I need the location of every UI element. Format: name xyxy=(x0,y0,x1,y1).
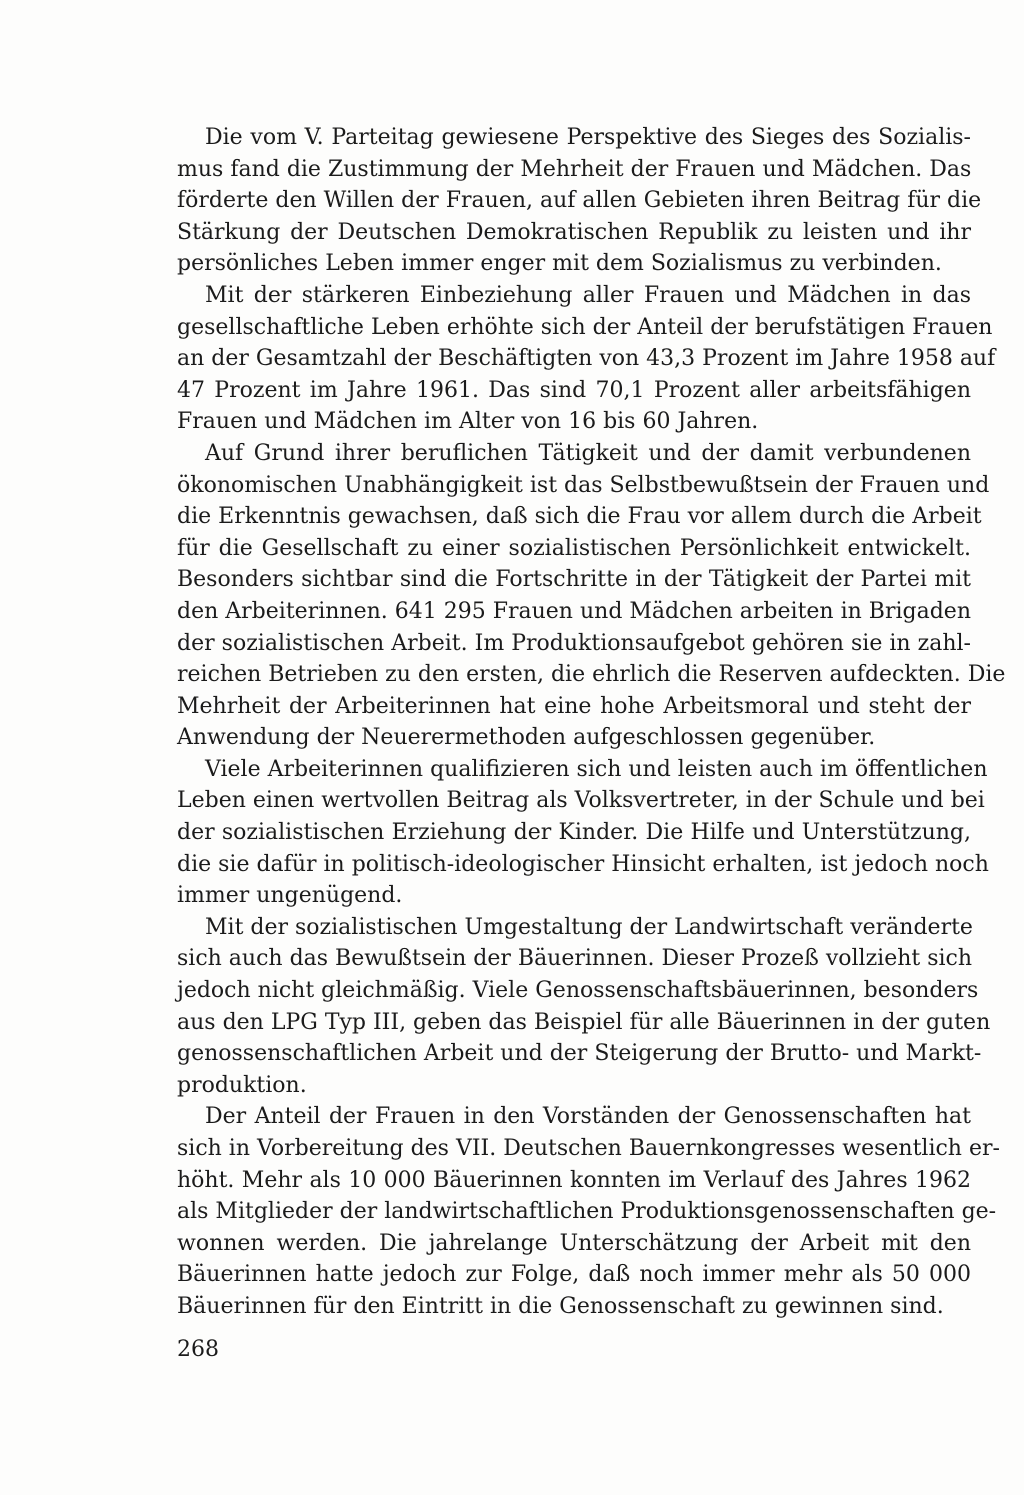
text-line: als Mitglieder der landwirtschaftlichen Produktionsgenossenschaften ge- xyxy=(177,1199,997,1225)
paragraph xyxy=(177,122,982,280)
text-line: die sie dafür in politisch-ideologischer Hinsicht erhalten, ist jedoch noch xyxy=(177,851,989,877)
text-line: Bäuerinnen hatte jedoch zur Folge, daß noch immer mehr als 50 000 xyxy=(177,1262,971,1288)
text-line: immer ungenügend. xyxy=(177,883,403,909)
body-text xyxy=(177,122,1006,1323)
text-line: für die Gesellschaft zu einer sozialistischen Persönlichkeit entwickelt. xyxy=(177,535,971,561)
page-number: 268 xyxy=(177,1337,219,1362)
paragraph xyxy=(177,280,996,438)
paragraph xyxy=(177,912,991,1102)
text-line: wonnen werden. Die jahrelange Unterschätzung der Arbeit mit den xyxy=(177,1230,971,1256)
text-line: förderte den Willen der Frauen, auf allen Gebieten ihren Beitrag für die xyxy=(177,188,982,214)
text-line: mus fand die Zustimmung der Mehrheit der Frauen und Mädchen. Das xyxy=(177,156,972,182)
text-line: sich in Vorbereitung des VII. Deutschen Bauernkongresses wesentlich er- xyxy=(177,1136,1000,1161)
text-line: Anwendung der Neuerermethoden aufgeschlossen gegenüber. xyxy=(177,725,876,751)
text-line: gesellschaftliche Leben erhöhte sich der Anteil der berufstätigen Frauen xyxy=(177,314,993,340)
text-line: Mehrheit der Arbeiterinnen hat eine hohe Arbeitsmoral und steht der xyxy=(177,693,971,719)
text-line: genossenschaftlichen Arbeit und der Steigerung der Brutto- und Markt- xyxy=(177,1041,982,1067)
text-line: der sozialistischen Arbeit. Im Produktionsaufgebot gehören sie in zahl- xyxy=(177,630,971,656)
text-line: höht. Mehr als 10 000 Bäuerinnen konnten im Verlauf des Jahres 1962 xyxy=(177,1167,971,1193)
text-line: aus den LPG Typ III, geben das Beispiel für alle Bäuerinnen in der guten xyxy=(177,1009,991,1035)
text-line: produktion. xyxy=(177,1072,307,1098)
text-line: der sozialistischen Erziehung der Kinder. Die Hilfe und Unterstützung, xyxy=(177,820,971,846)
text-line: sich auch das Bewußtsein der Bäuerinnen. Dieser Prozeß vollzieht sich xyxy=(177,946,973,972)
text-line: Mit der stärkeren Einbeziehung aller Frauen und Mädchen in das xyxy=(205,282,971,308)
text-line: 47 Prozent im Jahre 1961. Das sind 70,1 Prozent aller arbeitsfähigen xyxy=(177,377,971,403)
text-line: jedoch nicht gleichmäßig. Viele Genossenschaftsbäuerinnen, besonders xyxy=(177,978,979,1004)
text-line: die Erkenntnis gewachsen, daß sich die Frau vor allem durch die Arbeit xyxy=(177,504,982,530)
paragraph xyxy=(177,1101,1000,1322)
text-line: Bäuerinnen für den Eintritt in die Genossenschaft zu gewinnen sind. xyxy=(177,1293,944,1319)
text-line: Viele Arbeiterinnen qualifizieren sich und leisten auch im öffentlichen xyxy=(205,756,988,782)
text-line: reichen Betrieben zu den ersten, die ehrlich die Reserven aufdeckten. Die xyxy=(177,662,1006,688)
text-line: Auf Grund ihrer beruflichen Tätigkeit und der damit verbundenen xyxy=(205,440,971,466)
text-line: Stärkung der Deutschen Demokratischen Republik zu leisten und ihr xyxy=(177,219,971,245)
paragraph xyxy=(177,754,989,912)
text-line: Der Anteil der Frauen in den Vorständen der Genossenschaften hat xyxy=(205,1104,971,1130)
text-line: Die vom V. Parteitag gewiesene Perspektive des Sieges des Sozialis- xyxy=(205,125,971,150)
text-line: Besonders sichtbar sind die Fortschritte in der Tätigkeit der Partei mit xyxy=(177,567,971,593)
text-line: Leben einen wertvollen Beitrag als Volksvertreter, in der Schule und bei xyxy=(177,788,985,814)
text-line: den Arbeiterinnen. 641 295 Frauen und Mädchen arbeiten in Brigaden xyxy=(177,598,971,624)
text-line: persönliches Leben immer enger mit dem Sozialismus zu verbinden. xyxy=(177,251,942,277)
paragraph xyxy=(177,438,1006,754)
text-line: ökonomischen Unabhängigkeit ist das Selbstbewußtsein der Frauen und xyxy=(177,472,990,498)
text-line: Mit der sozialistischen Umgestaltung der Landwirtschaft veränderte xyxy=(205,914,973,940)
text-line: an der Gesamtzahl der Beschäftigten von 43,3 Prozent im Jahre 1958 auf xyxy=(177,346,996,372)
text-line: Frauen und Mädchen im Alter von 16 bis 60 Jahren. xyxy=(177,409,759,435)
